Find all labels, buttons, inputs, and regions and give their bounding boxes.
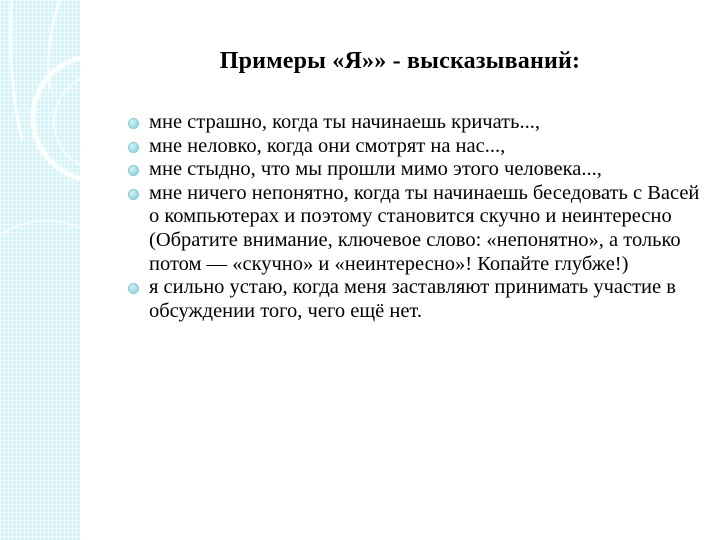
list-item-text: мне неловко, когда они смотрят на нас...,	[149, 134, 506, 157]
circle-bullet-icon	[128, 142, 139, 153]
list-item	[128, 111, 708, 135]
list-item	[128, 182, 708, 276]
bullet-list	[128, 111, 708, 323]
list-item	[128, 135, 708, 159]
list-item-text: мне ничего непонятно, когда ты начинаешь беседовать с Васей о компьютерах и поэтому становится скучно и неинтересно (Обратите внимание, ключевое слово: «непонятно», а только потом — «скучно» и «неинтересно»! Копайте глубже!)	[149, 181, 700, 275]
circle-bullet-icon	[128, 165, 139, 176]
circle-bullet-icon	[128, 118, 139, 129]
list-item-text: мне страшно, когда ты начинаешь кричать...,	[149, 111, 540, 133]
decorative-side-panel	[0, 0, 80, 540]
decorative-swirl-graphic	[0, 0, 80, 540]
circle-bullet-icon	[128, 189, 139, 200]
circle-bullet-icon	[128, 283, 139, 294]
slide-title: Примеры «Я»» - высказываний:	[219, 48, 581, 74]
list-item-text: мне стыдно, что мы прошли мимо этого человека...,	[149, 158, 602, 181]
list-item-text: я сильно устаю, когда меня заставляют принимать участие в обсуждении того, чего ещё нет.	[149, 276, 676, 322]
list-item	[128, 276, 708, 323]
list-item	[128, 158, 708, 182]
